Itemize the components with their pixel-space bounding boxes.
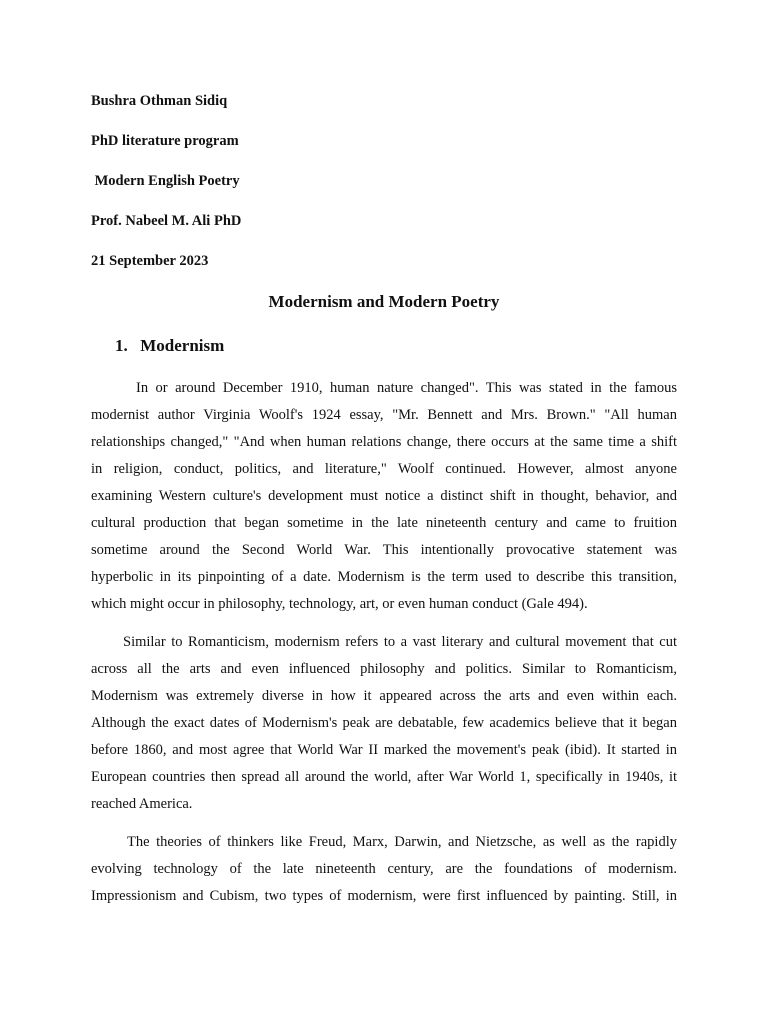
paragraph-line: Although the exact dates of Modernism's peak are debatable, few academics believe that it began — [91, 715, 677, 731]
paragraph-line: Impressionism and Cubism, two types of modernism, were first influenced by painting. Still, in — [91, 888, 677, 904]
professor-name: Prof. Nabeel M. Ali PhD — [91, 213, 242, 229]
paragraph-line: reached America. — [91, 796, 193, 812]
document-title: Modernism and Modern Poetry — [268, 292, 500, 311]
paragraph-line: Modernism was extremely diverse in how it appeared across the arts and even within each. — [91, 688, 677, 704]
author-name: Bushra Othman Sidiq — [91, 93, 228, 109]
paragraph-line: which might occur in philosophy, technology, art, or even human conduct (Gale 494). — [91, 596, 588, 612]
paragraph-line: examining Western culture's development must notice a distinct shift in thought, behavior, and — [91, 488, 677, 504]
paragraph-line: The theories of thinkers like Freud, Marx, Darwin, and Nietzsche, as well as the rapidly — [127, 834, 677, 850]
paragraph-line: European countries then spread all around the world, after War World 1, specifically in 1940s, it — [91, 769, 677, 785]
paragraph-line: across all the arts and even influenced philosophy and politics. Similar to Romanticism, — [91, 661, 677, 677]
document-date: 21 September 2023 — [91, 253, 209, 269]
paragraph-line: Similar to Romanticism, modernism refers to a vast literary and cultural movement that cut — [123, 634, 677, 650]
course-name: Modern English Poetry — [91, 173, 240, 189]
program-name: PhD literature program — [91, 133, 239, 149]
paragraph-line: before 1860, and most agree that World War II marked the movement's peak (ibid). It started in — [91, 742, 677, 758]
paragraph-line: cultural production that began sometime in the late nineteenth century and came to fruition — [91, 515, 677, 531]
paragraph-line: modernist author Virginia Woolf's 1924 essay, "Mr. Bennett and Mrs. Brown." "All human — [91, 407, 677, 423]
paragraph-line: In or around December 1910, human nature changed". This was stated in the famous — [136, 380, 677, 396]
paragraph-line: evolving technology of the late nineteenth century, are the foundations of modernism. — [91, 861, 677, 877]
section-title: Modernism — [140, 336, 225, 355]
paragraph-line: in religion, conduct, politics, and literature," Woolf continued. However, almost anyone — [91, 461, 677, 477]
section-number: 1. — [115, 336, 128, 355]
paragraph-line: hyperbolic in its pinpointing of a date. Modernism is the term used to describe this transition, — [91, 569, 677, 585]
paragraph-line: relationships changed," "And when human relations change, there occurs at the same time a shift — [91, 434, 677, 450]
paragraph-line: sometime around the Second World War. This intentionally provocative statement was — [91, 542, 677, 558]
section-heading — [115, 336, 224, 356]
